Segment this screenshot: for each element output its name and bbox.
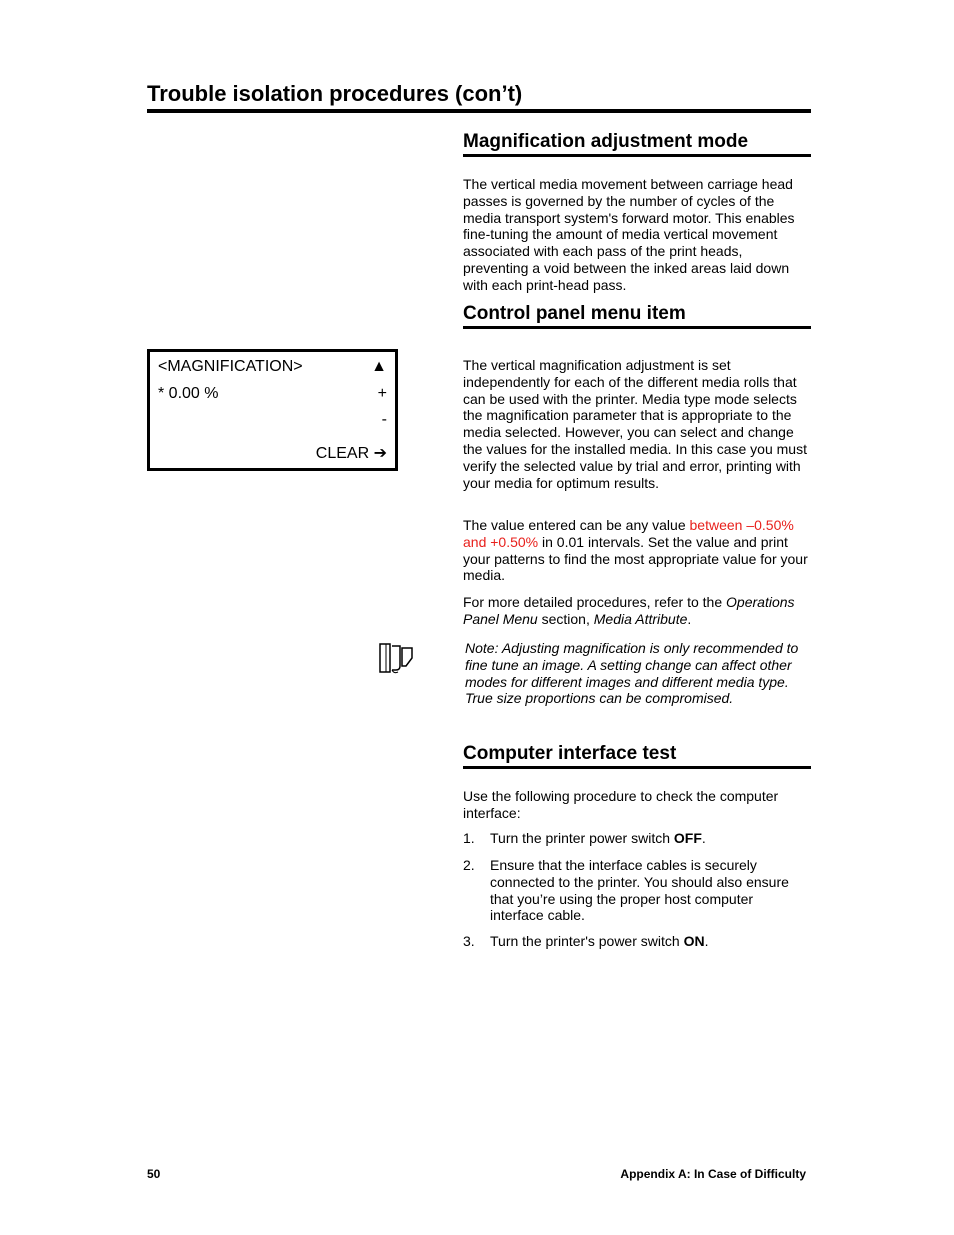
section-heading-control-panel: Control panel menu item	[463, 302, 811, 329]
minus-key-label: -	[381, 411, 387, 428]
lcd-menu-title: <MAGNIFICATION>	[158, 358, 303, 375]
up-arrow-icon: ▲	[371, 358, 387, 375]
section-heading-magnification: Magnification adjustment mode	[463, 130, 811, 157]
control-panel-para-1: The vertical magnification adjustment is set independently for each of the different media rolls that can be used with the printer. Media type mode selects the magnification parameter that is appropriate to the media selected. However, you can select and change the values for the installed media. In this case you must verify the selected value by trial and error, printing with your media for optimum results.	[463, 357, 807, 491]
page-title: Trouble isolation procedures (con’t)	[147, 80, 811, 113]
plus-key-label: +	[377, 385, 387, 402]
note-icon	[378, 640, 418, 676]
lcd-magnification-value: * 0.00 %	[158, 385, 219, 402]
lcd-panel-display	[147, 349, 398, 471]
value-range-highlight: between –0.50% and +0.50%	[463, 517, 794, 550]
computer-interface-intro: Use the following procedure to check the computer interface:	[463, 788, 779, 821]
section-heading-computer-interface: Computer interface test	[463, 742, 811, 769]
magnification-description: The vertical media movement between carriage head passes is governed by the number of cycles of the media transport system's forward motor. This enables fine-tuning the amount of media vertical movement associated with each pass of the print heads, preventing a void between the inked areas laid down with each print-head pass.	[463, 176, 795, 293]
control-panel-para-3: For more detailed procedures, refer to the Operations Panel Menu section, Media Attribute.	[463, 594, 795, 627]
clear-key-label: CLEAR ➔	[315, 445, 387, 462]
page-number: 50	[147, 1167, 161, 1181]
footer-chapter-title: Appendix A: In Case of Difficulty	[620, 1167, 806, 1181]
note-text: Note: Adjusting magnification is only recommended to fine tune an image. A setting change can affect other modes for different images and different media type. True size proportions can be compromised.	[465, 640, 799, 707]
control-panel-para-2: The value entered can be any value between –0.50% and +0.50% in 0.01 intervals. Set the value and print your patterns to find the most appropriate value for your media.	[463, 517, 808, 584]
